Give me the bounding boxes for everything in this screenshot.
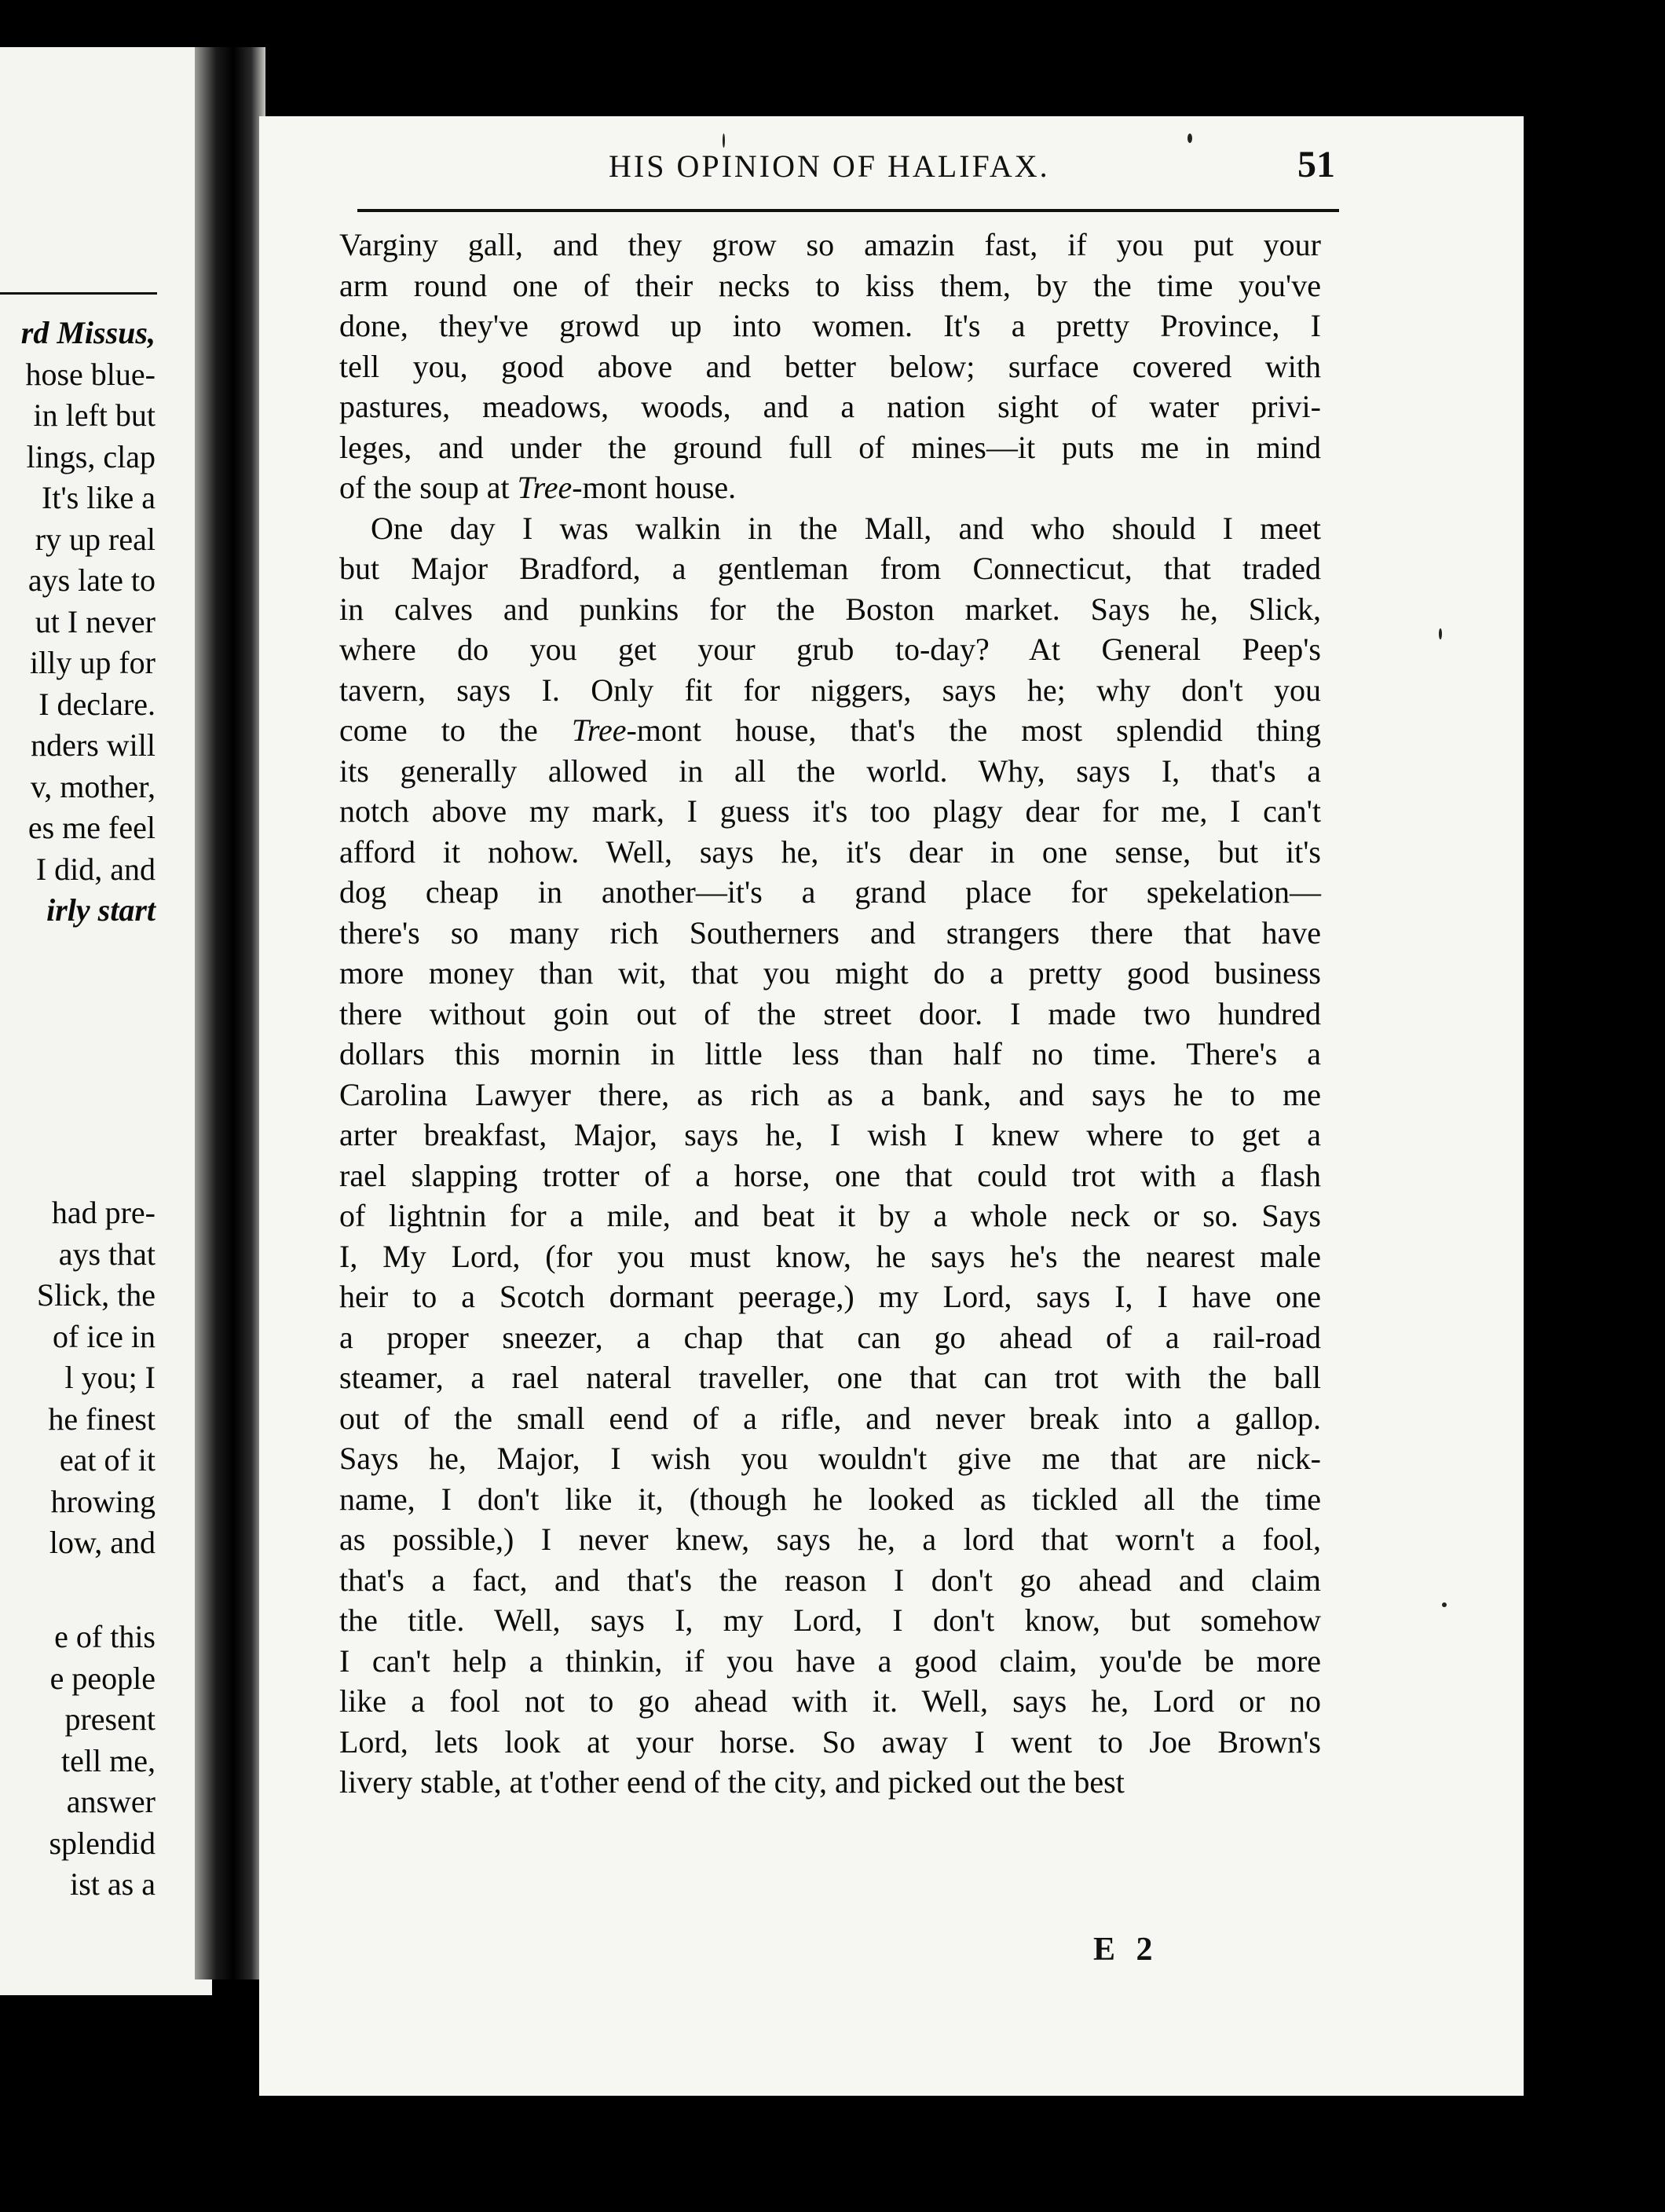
left-page-line: ays late to: [27, 562, 156, 598]
left-page-line: low, and: [49, 1525, 156, 1560]
text-line: where do you get your grub to-day? At General Peep's: [339, 632, 1321, 667]
text-line: notch above my mark, I guess it's too plagy dear for me, I can't: [339, 793, 1321, 829]
signature-mark: E 2: [1093, 1932, 1159, 1968]
left-page-line: e of this: [54, 1619, 156, 1654]
text-line: arter breakfast, Major, says he, I wish I knew where to get a: [339, 1117, 1321, 1152]
page-number: 51: [1297, 144, 1335, 185]
text-line: tavern, says I. Only fit for niggers, says he; why don't you: [339, 672, 1321, 708]
text-line: name, I don't like it, (though he looked as tickled all the time: [339, 1481, 1321, 1517]
text-line: out of the small eend of a rifle, and never break into a gallop.: [339, 1400, 1321, 1436]
text-line: come to the Tree-mont house, that's the most splendid thing: [339, 712, 1321, 748]
left-page-line: es me feel: [27, 810, 156, 845]
text-line: of lightnin for a mile, and beat it by a whole neck or so. Says: [339, 1198, 1321, 1233]
text-line: like a fool not to go ahead with it. Well, says he, Lord or no: [339, 1683, 1321, 1719]
running-head: HIS OPINION OF HALIFAX.: [609, 148, 1050, 184]
left-page-line: splendid: [49, 1825, 156, 1861]
text-line: that's a fact, and that's the reason I don't go ahead and claim: [339, 1562, 1321, 1598]
left-page-line: ays that: [58, 1236, 156, 1272]
text-line: done, they've growd up into women. It's a pretty Province, I: [339, 308, 1321, 343]
text-line: there without goin out of the street door. I made two hundred: [339, 995, 1321, 1031]
page-header: [353, 144, 1351, 195]
left-page-line: of ice in: [52, 1318, 156, 1354]
left-page-line: l you; I: [64, 1360, 156, 1395]
text-line: Lord, lets look at your horse. So away I went to Joe Brown's: [339, 1723, 1321, 1760]
text-line: tell you, good above and better below; surface covered with: [339, 348, 1321, 384]
left-page-line: ist as a: [70, 1866, 156, 1902]
text-line: arm round one of their necks to kiss them, by the time you've: [339, 267, 1321, 303]
left-page-line: he finest: [48, 1401, 156, 1437]
left-page-line: It's like a: [42, 480, 156, 515]
left-page-line: Slick, the: [36, 1277, 156, 1313]
scan-speck: [1187, 134, 1192, 143]
text-line: I, My Lord, (for you must know, he says he's the nearest male: [339, 1238, 1321, 1274]
text-line: I can't help a thinkin, if you have a good claim, you'de be more: [339, 1643, 1321, 1679]
text-line: more money than wit, that you might do a pretty good business: [339, 955, 1321, 991]
scan-speck: [723, 134, 725, 148]
book-gutter-shadow: [195, 47, 265, 1979]
header-rule: [357, 209, 1339, 212]
text-line: livery stable, at t'other eend of the city, and picked out the best: [339, 1764, 1125, 1800]
text-line: steamer, a rael nateral traveller, one that can trot with the ball: [339, 1360, 1321, 1395]
text-line: Carolina Lawyer there, as rich as a bank, and says he to me: [339, 1076, 1321, 1112]
left-page-line: nders will: [31, 727, 156, 763]
scan-speck: [1442, 1602, 1447, 1607]
left-page-line: hrowing: [50, 1483, 156, 1519]
left-page-line: hose blue-: [25, 356, 156, 392]
text-line: leges, and under the ground full of mines—it puts me in mind: [339, 429, 1321, 465]
page-body-text: [339, 225, 1321, 1803]
left-page-line: v, mother,: [30, 768, 156, 804]
left-page-line: rd Missus,: [20, 315, 156, 350]
left-page-line: lings, clap: [26, 438, 156, 474]
left-page-line: had pre-: [51, 1195, 156, 1230]
text-line: rael slapping trotter of a horse, one that could trot with a flash: [339, 1157, 1321, 1193]
left-page-line: tell me,: [61, 1742, 156, 1778]
left-page-line: I declare.: [38, 686, 156, 722]
text-line: there's so many rich Southerners and strangers there that have: [339, 914, 1321, 950]
text-line: in calves and punkins for the Boston market. Says he, Slick,: [339, 591, 1321, 627]
text-line: but Major Bradford, a gentleman from Connecticut, that traded: [339, 551, 1321, 586]
text-line: a proper sneezer, a chap that can go ahead of a rail-road: [339, 1319, 1321, 1355]
text-line: dollars this mornin in little less than half no time. There's a: [339, 1036, 1321, 1071]
text-line: the title. Well, says I, my Lord, I don't know, but somehow: [339, 1602, 1321, 1638]
left-page-fragment: [0, 47, 212, 1995]
left-page-line: irly start: [46, 892, 156, 928]
left-page-line: present: [64, 1701, 156, 1737]
text-line: dog cheap in another—it's a grand place for spekelation—: [339, 874, 1321, 910]
left-page-line: in left but: [33, 397, 156, 433]
left-page-line: ut I never: [35, 603, 156, 639]
left-page-line: ry up real: [35, 521, 156, 557]
left-page-line: I did, and: [35, 851, 156, 887]
text-line: Varginy gall, and they grow so amazin fast, if you put your: [339, 227, 1321, 262]
scan-speck: [1439, 628, 1442, 639]
left-page-line: illy up for: [30, 645, 156, 680]
text-line: of the soup at Tree-mont house.: [339, 470, 737, 505]
text-line: afford it nohow. Well, says he, it's dear in one sense, but it's: [339, 833, 1321, 870]
left-page-line: answer: [66, 1784, 156, 1819]
text-line: its generally allowed in all the world. Why, says I, that's a: [339, 753, 1321, 789]
left-page-line: e people: [49, 1660, 156, 1696]
left-page-header-rule: [0, 292, 157, 295]
text-line: pastures, meadows, woods, and a nation sight of water privi-: [339, 389, 1321, 424]
text-line: heir to a Scotch dormant peerage,) my Lord, says I, I have one: [339, 1279, 1321, 1314]
left-page-line: eat of it: [59, 1442, 156, 1478]
text-line: as possible,) I never knew, says he, a lord that worn't a fool,: [339, 1522, 1321, 1557]
text-line: One day I was walkin in the Mall, and who should I meet: [371, 510, 1321, 546]
text-line: Says he, Major, I wish you wouldn't give me that are nick-: [339, 1441, 1321, 1476]
